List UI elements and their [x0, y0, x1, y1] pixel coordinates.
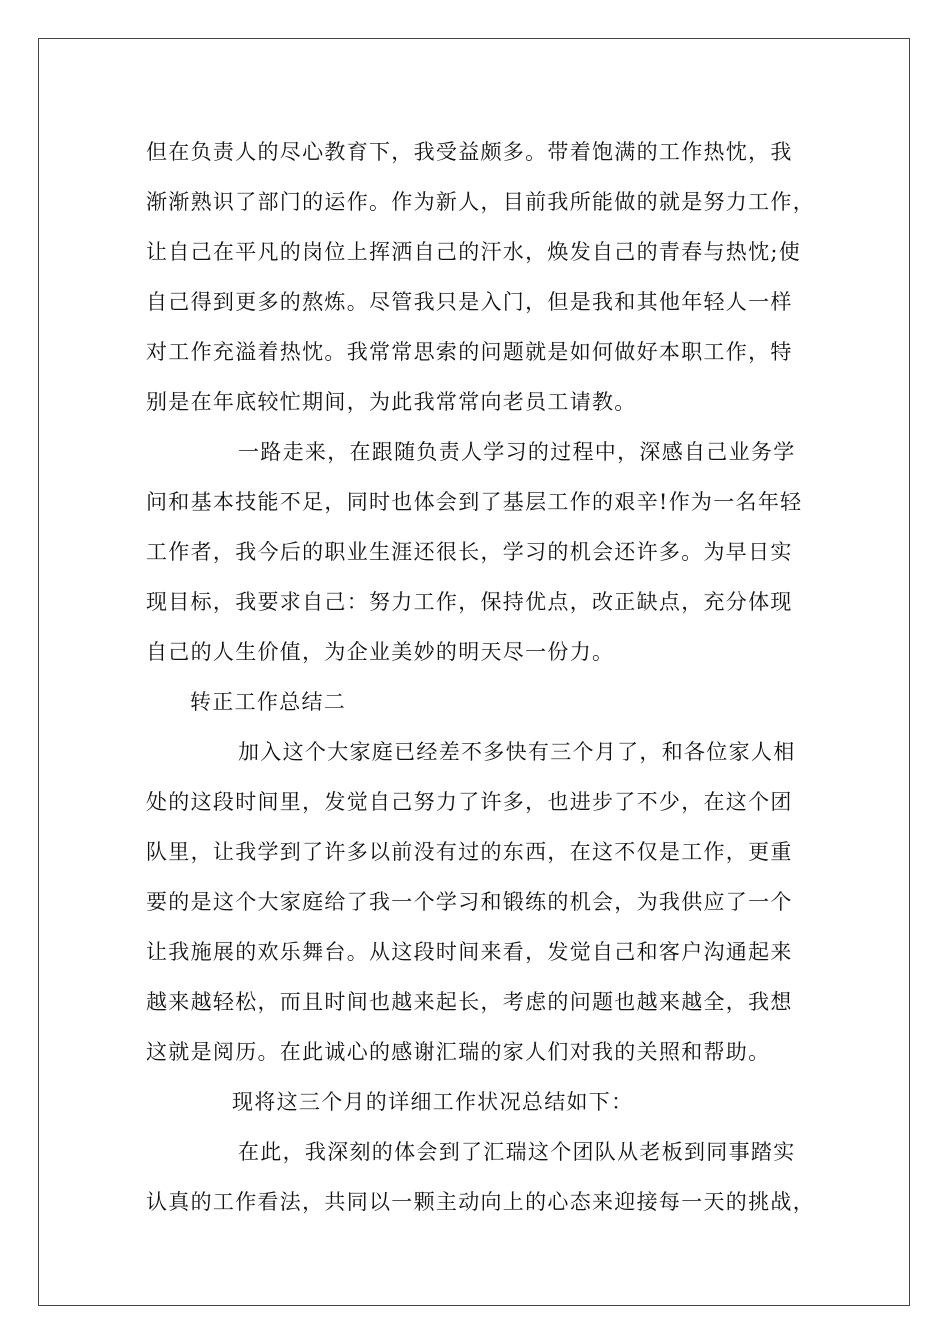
text-line: 这就是阅历。在此诚心的感谢汇瑞的家人们对我的关照和帮助。	[146, 1040, 771, 1064]
text-line: 队里，让我学到了许多以前没有过的东西，在这不仅是工作，更重	[146, 840, 793, 864]
text-line: 工作者，我今后的职业生涯还很长，学习的机会还许多。为早日实	[146, 540, 793, 564]
text-line: 渐渐熟识了部门的运作。作为新人，目前我所能做的就是努力工作，	[146, 190, 815, 214]
text-line: 让自己在平凡的岗位上挥洒自己的汗水，焕发自己的青春与热忱;使	[146, 240, 802, 264]
text-line: 越来越轻松，而且时间也越来起长，考虑的问题也越来越全，我想	[146, 990, 793, 1014]
paragraph-first-line: 在此，我深刻的体会到了汇瑞这个团队从老板到同事踏实	[238, 1140, 796, 1164]
text-line: 让我施展的欢乐舞台。从这段时间来看，发觉自己和客户沟通起来	[146, 940, 793, 964]
text-line: 但在负责人的尽心教育下，我受益颇多。带着饱满的工作热忱，我	[146, 140, 793, 164]
section-heading: 转正工作总结二	[190, 690, 347, 714]
text-line: 自己得到更多的熬炼。尽管我只是入门，但是我和其他年轻人一样	[146, 290, 793, 314]
paragraph-first-line: 加入这个大家庭已经差不多快有三个月了，和各位家人相	[238, 740, 796, 764]
text-line: 处的这段时间里，发觉自己努力了许多，也进步了不少，在这个团	[146, 790, 793, 814]
text-line: 对工作充溢着热忱。我常常思索的问题就是如何做好本职工作，特	[146, 340, 793, 364]
text-line: 要的是这个大家庭给了我一个学习和锻练的机会，为我供应了一个	[146, 890, 793, 914]
paragraph-first-line: 现将这三个月的详细工作状况总结如下：	[232, 1090, 634, 1114]
text-line: 问和基本技能不足，同时也体会到了基层工作的艰辛!作为一名年轻	[146, 490, 803, 514]
text-line: 认真的工作看法，共同以一颗主动向上的心态来迎接每一天的挑战，	[146, 1190, 815, 1214]
text-line: 自己的人生价值，为企业美妙的明天尽一份力。	[146, 640, 615, 664]
text-line: 现目标，我要求自己：努力工作，保持优点，改正缺点，充分体现	[146, 590, 793, 614]
paragraph-first-line: 一路走来，在跟随负责人学习的过程中，深感自己业务学	[238, 440, 796, 464]
text-line: 别是在年底较忙期间，为此我常常向老员工请教。	[146, 390, 637, 414]
